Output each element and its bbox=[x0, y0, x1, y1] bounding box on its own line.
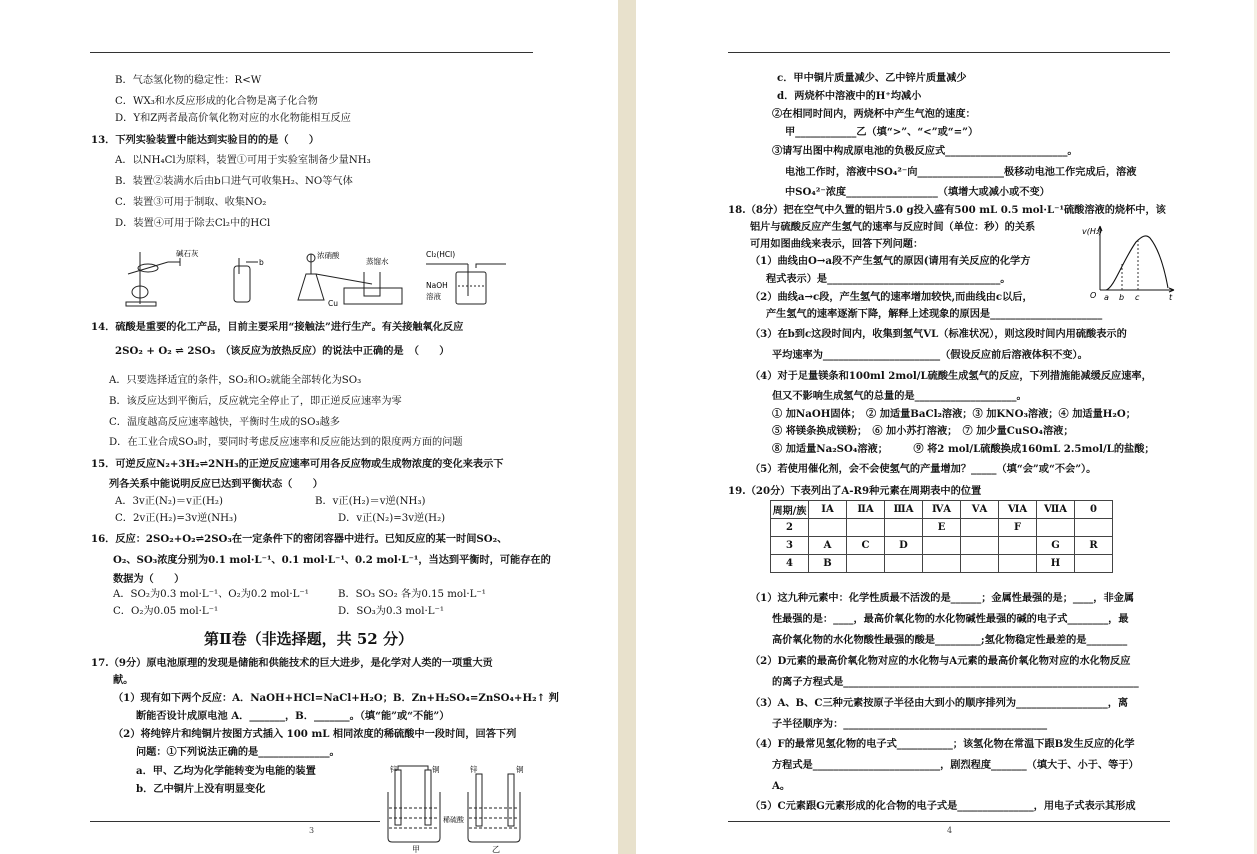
q15-option-a: A．3v正(N₂)＝v正(H₂) bbox=[115, 496, 223, 507]
table-cell bbox=[885, 555, 923, 573]
label-zn-2: 锌 bbox=[470, 765, 478, 774]
q19-part-1b: 性最强的是：____，最高价氧化物的水化物碱性最强的碱的电子式________，最 bbox=[772, 613, 1129, 625]
table-cell bbox=[961, 537, 999, 555]
q18-line-11: 但又不影响生成氢气的总量的是____________________。 bbox=[772, 390, 1027, 402]
q19-part-4c: A。 bbox=[772, 780, 791, 792]
table-cell: F bbox=[999, 519, 1037, 537]
table-cell: G bbox=[1037, 537, 1075, 555]
apparatus-1 bbox=[126, 252, 180, 306]
q18-line-15: （5）若使用催化剂，会不会使氢气的产量增加？_____（填“会”或“不会”）。 bbox=[750, 463, 1097, 475]
table-header-row bbox=[771, 501, 1113, 519]
q15-option-b: B．v正(H₂)＝v逆(NH₃) bbox=[315, 496, 426, 507]
label-cu-1: 铜 bbox=[432, 765, 440, 774]
q13-apparatus-figure bbox=[118, 244, 520, 310]
footer-rule bbox=[90, 821, 380, 822]
periodic-table bbox=[770, 500, 1113, 573]
q17-cont-3: 甲____________乙（填“>”、“<”或“=”） bbox=[785, 126, 979, 138]
q19-part-4b: 方程式是_________________________，剧烈程度_______（填大于、小于、等于） bbox=[772, 759, 1139, 771]
rate-time-graph bbox=[1080, 222, 1178, 304]
table-row bbox=[771, 555, 1113, 573]
table-header-cell: ⅥA bbox=[999, 501, 1037, 519]
tick-b: b bbox=[1119, 293, 1125, 302]
q18-line-2: 铝片与硫酸反应产生氢气的速率与反应时间（单位：秒）的关系 bbox=[750, 221, 1036, 233]
table-cell bbox=[999, 537, 1037, 555]
q12-option-d: D．Y和Z两者最高价氧化物对应的水化物能相互反应 bbox=[115, 113, 351, 124]
q14-option-a: A．只要选择适宜的条件，SO₂和O₂就能全部转化为SO₃ bbox=[109, 375, 362, 386]
exam-page-4 bbox=[636, 0, 1254, 854]
y-axis-label: v(H₂) bbox=[1082, 227, 1103, 236]
q12-option-b: B．气态氢化物的稳定性：R<W bbox=[115, 75, 262, 86]
table-cell bbox=[961, 555, 999, 573]
q16-stem-1: 16．反应：2SO₂+O₂⇌2SO₃在一定条件下的密闭容器中进行。已知反应的某一时间SO₂、 bbox=[91, 533, 508, 545]
table-cell: E bbox=[923, 519, 961, 537]
exam-page-3 bbox=[0, 0, 618, 854]
q17-cont-6: 中SO₄²⁻浓度__________________（填增大或减小或不变） bbox=[785, 186, 1050, 198]
q17-line-7: a．甲、乙均为化学能转变为电能的装置 bbox=[136, 765, 316, 777]
label-port-b: b bbox=[259, 258, 264, 267]
tick-c: c bbox=[1135, 293, 1140, 302]
q13-option-b: B．装置②装满水后由b口进气可收集H₂、NO等气体 bbox=[115, 176, 353, 187]
q16-option-c: C．O₂为0.05 mol·L⁻¹ bbox=[113, 606, 219, 617]
label-cu-2: 铜 bbox=[516, 765, 524, 774]
q15-option-d: D．v正(N₂)=3v逆(H₂) bbox=[338, 513, 446, 524]
beaker-yi bbox=[468, 774, 520, 842]
q18-line-5: 程式表示）是__________________________________。 bbox=[766, 273, 1011, 285]
label-yi: 乙 bbox=[492, 845, 500, 854]
table-cell bbox=[847, 555, 885, 573]
label-naoh: NaOH bbox=[426, 281, 448, 290]
table-cell: B bbox=[809, 555, 847, 573]
label-solution: 溶液 bbox=[426, 292, 441, 301]
q14-option-c: C．温度越高反应速率越快，平衡时生成的SO₃越多 bbox=[109, 417, 340, 428]
label-cu: Cu bbox=[328, 299, 338, 308]
q17-cell-figure bbox=[380, 762, 540, 854]
tick-t: t bbox=[1169, 293, 1173, 302]
origin-label: O bbox=[1090, 291, 1097, 300]
table-cell bbox=[885, 519, 923, 537]
table-header-cell: 周期/族 bbox=[771, 501, 809, 519]
q16-option-a: A．SO₂为0.3 mol·L⁻¹、O₂为0.2 mol·L⁻¹ bbox=[113, 589, 309, 600]
table-header-cell: 0 bbox=[1075, 501, 1113, 519]
table-cell: 2 bbox=[771, 519, 809, 537]
q16-stem-3: 数据为（ ） bbox=[113, 573, 185, 585]
q18-line-6: （2）曲线a→c段，产生氢气的速率增加较快,而曲线由c以后， bbox=[750, 291, 1033, 303]
page-number: 4 bbox=[947, 826, 953, 835]
q18-line-1: 18.（8分）把在空气中久置的铝片5.0 g投入盛有500 mL 0.5 mol·L⁻¹硫酸溶液的烧杯中，该 bbox=[728, 204, 1166, 216]
label-distilled-water: 蒸馏水 bbox=[366, 257, 389, 266]
q19-part-2a: （2）D元素的最高价氧化物对应的水化物与A元素的最高价氧化物对应的水化物反应 bbox=[750, 655, 1131, 667]
footer-rule bbox=[728, 821, 1170, 822]
q17-cont-d: d．两烧杯中溶液中的H⁺均减小 bbox=[777, 90, 922, 102]
page-gutter bbox=[618, 0, 636, 854]
q17-cont-4: ③请写出图中构成原电池的负极反应式________________________。 bbox=[772, 145, 1078, 157]
table-header-cell: ⅦA bbox=[1037, 501, 1075, 519]
table-cell bbox=[1075, 519, 1113, 537]
label-conc-nitric: 浓硝酸 bbox=[317, 251, 340, 260]
q13-option-d: D．装置④可用于除去Cl₂中的HCl bbox=[115, 218, 271, 229]
q14-option-b: B．该反应达到平衡后，反应就完全停止了，即正逆反应速率为零 bbox=[109, 396, 402, 407]
q18-line-10: （4）对于足量镁条和100ml 2mol/L硫酸生成氢气的反应，下列措施能减缓反应速率， bbox=[750, 370, 1152, 382]
label-jia: 甲 bbox=[412, 845, 420, 854]
table-header-cell: ⅠA bbox=[809, 501, 847, 519]
q15-stem-1: 15．可逆反应N₂+3H₂⇌2NH₃的正逆反应速率可用各反应物或生成物浓度的变化来表示下 bbox=[91, 458, 504, 470]
q19-stem: 19.（20分）下表列出了A-R9种元素在周期表中的位置 bbox=[728, 485, 982, 497]
q17-line-6: 问题：①下列说法正确的是______________。 bbox=[136, 746, 340, 758]
table-cell: 3 bbox=[771, 537, 809, 555]
table-cell: R bbox=[1075, 537, 1113, 555]
q18-line-4: （1）曲线由O→a段不产生氢气的原因(请用有关反应的化学方 bbox=[750, 255, 1031, 267]
q13-stem: 13．下列实验装置中能达到实验目的的是（ ） bbox=[91, 134, 320, 146]
table-cell: H bbox=[1037, 555, 1075, 573]
table-cell bbox=[809, 519, 847, 537]
q15-stem-2: 列各关系中能说明反应已达到平衡状态（ ） bbox=[109, 478, 323, 490]
label-dilute-acid: 稀硫酸 bbox=[443, 816, 464, 824]
table-row bbox=[771, 537, 1113, 555]
table-cell bbox=[847, 519, 885, 537]
q19-part-3a: （3）A、B、C三种元素按原子半径由大到小的顺序排列为__________________，离 bbox=[750, 697, 1129, 709]
beaker-jia bbox=[388, 766, 440, 842]
q19-part-4a: （4）F的最常见氢化物的电子式___________；该氢化物在常温下跟B发生反应的化学 bbox=[750, 738, 1135, 750]
table-header-cell: ⅣA bbox=[923, 501, 961, 519]
page-number: 3 bbox=[309, 826, 315, 835]
q17-line-1: 17.（9分）原电池原理的发现是储能和供能技术的巨大进步，是化学对人类的一项重大贡 bbox=[91, 657, 493, 669]
table-header-cell: ⅤA bbox=[961, 501, 999, 519]
q13-option-a: A．以NH₄Cl为原料，装置①可用于实验室制备少量NH₃ bbox=[115, 155, 371, 166]
q18-line-3: 可用如图曲线来表示，回答下列问题： bbox=[750, 238, 924, 250]
table-cell bbox=[923, 537, 961, 555]
q19-part-1a: （1）这九种元素中：化学性质最不活泼的是______；金属性最强的是；____，非金属 bbox=[750, 592, 1135, 604]
q16-stem-2: O₂、SO₃浓度分别为0.1 mol·L⁻¹、0.1 mol·L⁻¹、0.2 mol·L⁻¹，当达到平衡时，可能存在的 bbox=[113, 554, 551, 566]
rate-curve bbox=[1106, 236, 1168, 290]
q19-part-1c: 高价氧化物的水化物酸性最强的酸是_________;氢化物稳定性最差的是________ bbox=[772, 634, 1128, 646]
table-cell: 4 bbox=[771, 555, 809, 573]
table-cell: A bbox=[809, 537, 847, 555]
q18-line-13: ⑤ 将镁条换成镁粉； ⑥ 加小苏打溶液； ⑦ 加少量CuSO₄溶液； bbox=[772, 425, 1074, 437]
q17-line-4: 断能否设计成原电池 A．_______，B．_______。（填“能”或“不能”） bbox=[136, 710, 450, 722]
table-header-cell: ⅢA bbox=[885, 501, 923, 519]
label-soda-lime: 碱石灰 bbox=[176, 249, 199, 258]
q16-option-b: B．SO₃ SO₂ 各为0.15 mol·L⁻¹ bbox=[338, 589, 486, 600]
table-cell: D bbox=[885, 537, 923, 555]
table-row bbox=[771, 519, 1113, 537]
q19-part-3b: 子半径顺序为：________________________________________ bbox=[772, 718, 1048, 730]
q17-line-8: b．乙中铜片上没有明显变化 bbox=[136, 783, 266, 795]
table-cell bbox=[961, 519, 999, 537]
q19-part-2b: 的离子方程式是__________________________________________________________ bbox=[772, 676, 1139, 688]
table-cell bbox=[1075, 555, 1113, 573]
table-cell bbox=[999, 555, 1037, 573]
q17-cont-c: c．甲中铜片质量减少、乙中锌片质量减少 bbox=[777, 72, 967, 84]
q15-option-c: C．2v正(H₂)=3v逆(NH₃) bbox=[115, 513, 238, 524]
q17-line-2: 献。 bbox=[113, 674, 134, 686]
label-zn-1: 锌 bbox=[390, 765, 398, 774]
q13-option-c: C．装置③可用于制取、收集NO₂ bbox=[115, 197, 267, 208]
q19-part-5: （5）C元素跟G元素形成的化合物的电子式是_______________，用电子式表示其形成 bbox=[750, 800, 1136, 812]
header-rule bbox=[728, 52, 1170, 53]
q18-line-9: 平均速率为_______________________（假设反应前后溶液体积不变）。 bbox=[772, 349, 1088, 361]
q18-line-12: ① 加NaOH固体； ② 加适量BaCl₂溶液；③ 加KNO₃溶液；④ 加适量H₂O； bbox=[772, 408, 1136, 420]
section-title: 第Ⅱ卷（非选择题，共 52 分） bbox=[204, 630, 413, 648]
table-cell bbox=[1037, 519, 1075, 537]
tick-a: a bbox=[1104, 293, 1109, 302]
q14-option-d: D．在工业合成SO₃时，要同时考虑反应速率和反应能达到的限度两方面的问题 bbox=[109, 437, 463, 448]
q18-line-7: 产生氢气的速率逐渐下降，解释上述现象的原因是______________________ bbox=[766, 308, 1103, 320]
q17-line-3: （1）现有如下两个反应：A．NaOH+HCl=NaCl+H₂O；B．Zn+H₂SO₄=ZnSO₄+H₂↑ 判 bbox=[113, 692, 559, 704]
table-header-cell: ⅡA bbox=[847, 501, 885, 519]
q14-equation: 2SO₂ + O₂ ⇌ 2SO₃ （该反应为放热反应）的说法中正确的是 （ ） bbox=[115, 345, 450, 357]
q18-line-8: （3）在b到c这段时间内，收集到氢气VL（标准状况），则这段时间内用硫酸表示的 bbox=[750, 328, 1127, 340]
table-cell bbox=[923, 555, 961, 573]
q16-option-d: D．SO₃为0.3 mol·L⁻¹ bbox=[338, 606, 444, 617]
q14-stem: 14．硫酸是重要的化工产品，目前主要采用“接触法”进行生产。有关接触氧化反应 bbox=[91, 321, 464, 333]
q12-option-c: C．WX₃和水反应形成的化合物是离子化合物 bbox=[115, 96, 318, 107]
header-rule bbox=[90, 52, 533, 53]
q17-cont-5: 电池工作时，溶液中SO₄²⁻向_________________极移动电池工作完成后，溶液 bbox=[785, 166, 1137, 178]
q18-line-14: ⑧ 加适量Na₂SO₄溶液； ⑨ 将2 mol/L硫酸换成160mL 2.5mol/L的盐酸； bbox=[772, 443, 1155, 455]
q17-cont-2: ②在相同时间内，两烧杯中产生气泡的速度： bbox=[772, 108, 976, 120]
q17-line-5: （2）将纯锌片和纯铜片按图方式插入 100 mL 相同浓度的稀硫酸中一段时间，回答下列 bbox=[113, 728, 517, 740]
table-cell: C bbox=[847, 537, 885, 555]
apparatus-2 bbox=[234, 258, 258, 302]
label-cl2-hcl: Cl₂(HCl) bbox=[426, 250, 456, 259]
